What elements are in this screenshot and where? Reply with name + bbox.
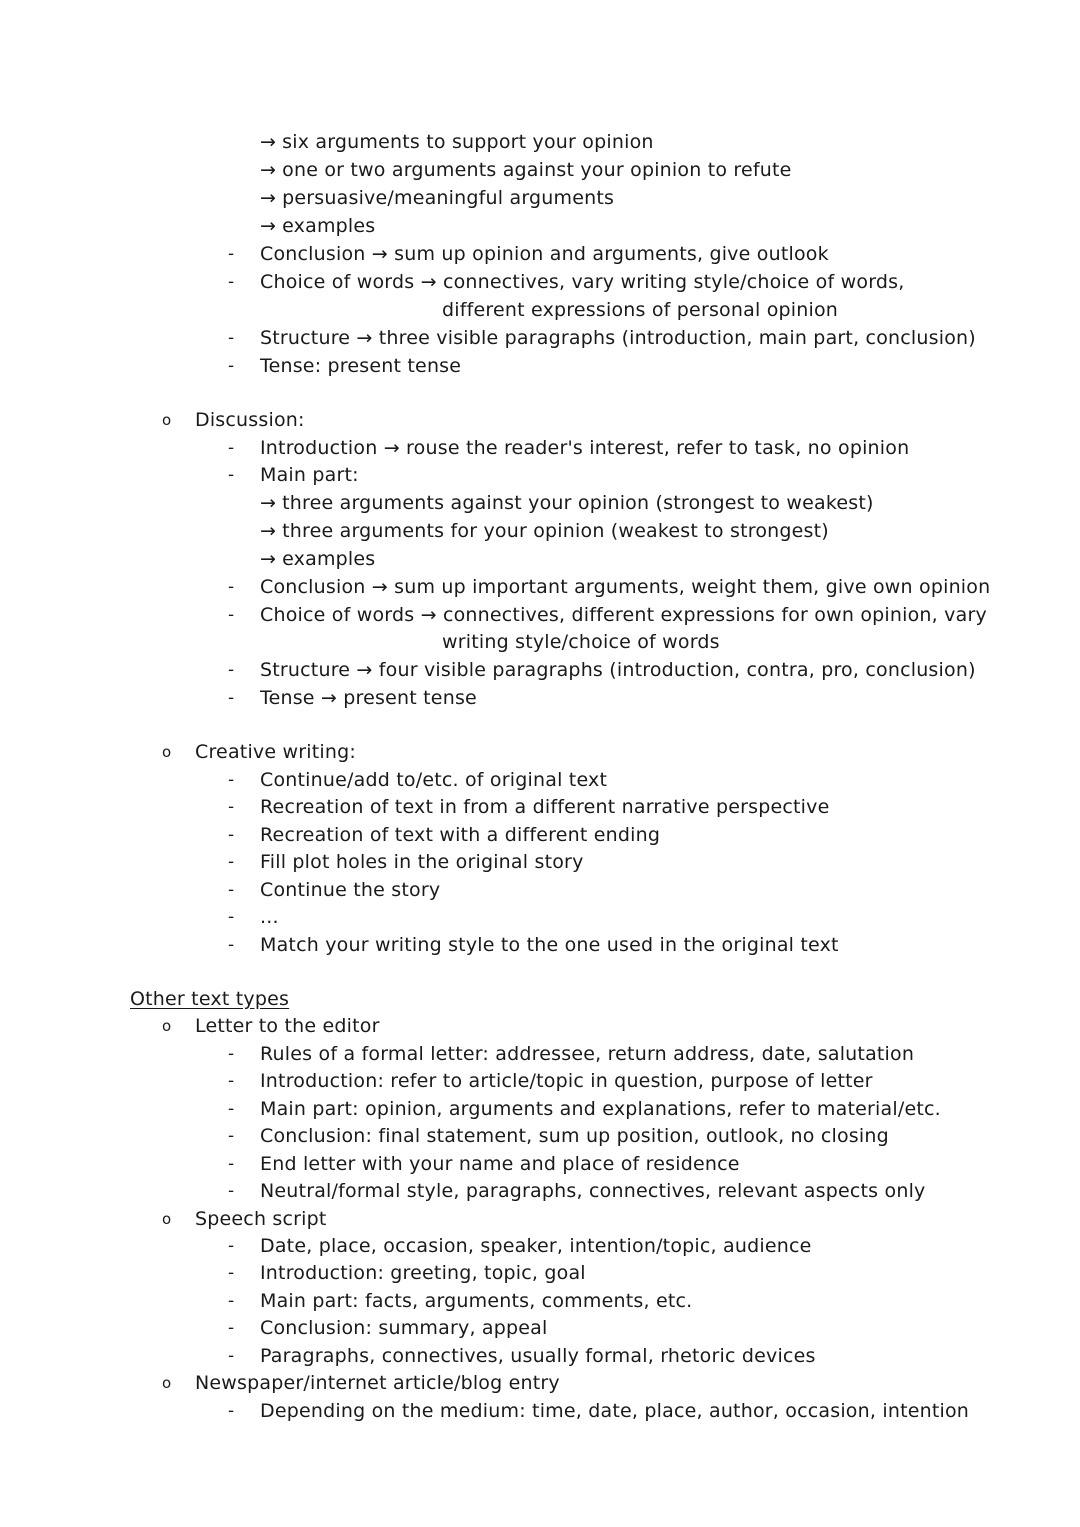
list-item: Rules of a formal letter: addressee, return address, date, salutation: [260, 1043, 915, 1065]
dash-marker: -: [228, 688, 235, 708]
argument-words: Choice of words → connectives, vary writing style/choice of words,: [260, 271, 905, 293]
dash-marker: -: [228, 605, 235, 625]
list-item: Conclusion: final statement, sum up position, outlook, no closing: [260, 1125, 889, 1147]
argument-words-continued: different expressions of personal opinion: [442, 299, 839, 321]
argument-sub-point: → six arguments to support your opinion: [260, 131, 654, 153]
discussion-conclusion: Conclusion → sum up important arguments, weight them, give own opinion: [260, 576, 991, 598]
discussion-words: Choice of words → connectives, different expressions for own opinion, vary: [260, 604, 987, 626]
list-item: ...: [260, 906, 279, 928]
list-item: Neutral/formal style, paragraphs, connectives, relevant aspects only: [260, 1180, 926, 1202]
discussion-tense: Tense → present tense: [260, 687, 477, 709]
list-item: Recreation of text with a different ending: [260, 824, 661, 846]
discussion-sub-point: → three arguments against your opinion (strongest to weakest): [260, 492, 874, 514]
list-item: Continue the story: [260, 879, 441, 901]
creative-title: Creative writing:: [195, 741, 356, 763]
arrow-icon: →: [260, 187, 277, 209]
dash-marker: -: [228, 1291, 235, 1311]
dash-marker: -: [228, 328, 235, 348]
dash-marker: -: [228, 1044, 235, 1064]
dash-marker: -: [228, 1071, 235, 1091]
dash-marker: -: [228, 660, 235, 680]
dash-marker: -: [228, 1318, 235, 1338]
dash-marker: -: [228, 465, 235, 485]
dash-marker: -: [228, 244, 235, 264]
dash-marker: -: [228, 1263, 235, 1283]
bullet-marker: o: [162, 411, 172, 429]
arrow-icon: →: [260, 520, 277, 542]
discussion-intro: Introduction → rouse the reader's interest, refer to task, no opinion: [260, 437, 910, 459]
list-item: Conclusion: summary, appeal: [260, 1317, 548, 1339]
dash-marker: -: [228, 880, 235, 900]
dash-marker: -: [228, 438, 235, 458]
discussion-main: Main part:: [260, 464, 359, 486]
arrow-icon: →: [260, 548, 277, 570]
bullet-marker: o: [162, 1210, 172, 1228]
dash-marker: -: [228, 1401, 235, 1421]
article-title: Newspaper/internet article/blog entry: [195, 1372, 560, 1394]
bullet-marker: o: [162, 1017, 172, 1035]
list-item: Introduction: refer to article/topic in question, purpose of letter: [260, 1070, 873, 1092]
arrow-icon: →: [260, 131, 277, 153]
dash-marker: -: [228, 272, 235, 292]
discussion-words-continued: writing style/choice of words: [442, 631, 720, 653]
list-item: End letter with your name and place of residence: [260, 1153, 740, 1175]
bullet-marker: o: [162, 1374, 172, 1392]
list-item: Recreation of text in from a different narrative perspective: [260, 796, 830, 818]
argument-structure: Structure → three visible paragraphs (introduction, main part, conclusion): [260, 327, 976, 349]
argument-sub-point: → one or two arguments against your opinion to refute: [260, 159, 792, 181]
dash-marker: -: [228, 356, 235, 376]
discussion-sub-point: → examples: [260, 548, 376, 570]
dash-marker: -: [228, 577, 235, 597]
dash-marker: -: [228, 797, 235, 817]
list-item: Match your writing style to the one used in the original text: [260, 934, 839, 956]
argument-conclusion: Conclusion → sum up opinion and arguments, give outlook: [260, 243, 829, 265]
list-item: Main part: facts, arguments, comments, etc.: [260, 1290, 693, 1312]
dash-marker: -: [228, 1154, 235, 1174]
dash-marker: -: [228, 770, 235, 790]
arrow-icon: →: [260, 492, 277, 514]
discussion-structure: Structure → four visible paragraphs (introduction, contra, pro, conclusion): [260, 659, 976, 681]
dash-marker: -: [228, 1099, 235, 1119]
argument-sub-point: → examples: [260, 215, 376, 237]
list-item: Continue/add to/etc. of original text: [260, 769, 608, 791]
letter-title: Letter to the editor: [195, 1015, 380, 1037]
dash-marker: -: [228, 1126, 235, 1146]
dash-marker: -: [228, 825, 235, 845]
list-item: Paragraphs, connectives, usually formal, rhetoric devices: [260, 1345, 816, 1367]
dash-marker: -: [228, 852, 235, 872]
argument-sub-point: → persuasive/meaningful arguments: [260, 187, 615, 209]
list-item: Date, place, occasion, speaker, intention/topic, audience: [260, 1235, 812, 1257]
dash-marker: -: [228, 935, 235, 955]
dash-marker: -: [228, 1236, 235, 1256]
list-item: Fill plot holes in the original story: [260, 851, 584, 873]
arrow-icon: →: [260, 159, 277, 181]
speech-title: Speech script: [195, 1208, 327, 1230]
dash-marker: -: [228, 907, 235, 927]
arrow-icon: →: [260, 215, 277, 237]
dash-marker: -: [228, 1346, 235, 1366]
dash-marker: -: [228, 1181, 235, 1201]
list-item: Main part: opinion, arguments and explanations, refer to material/etc.: [260, 1098, 941, 1120]
discussion-title: Discussion:: [195, 409, 305, 431]
discussion-sub-point: → three arguments for your opinion (weakest to strongest): [260, 520, 829, 542]
list-item: Depending on the medium: time, date, place, author, occasion, intention: [260, 1400, 970, 1422]
argument-tense: Tense: present tense: [260, 355, 462, 377]
bullet-marker: o: [162, 743, 172, 761]
other-heading: Other text types: [130, 988, 290, 1010]
list-item: Introduction: greeting, topic, goal: [260, 1262, 586, 1284]
